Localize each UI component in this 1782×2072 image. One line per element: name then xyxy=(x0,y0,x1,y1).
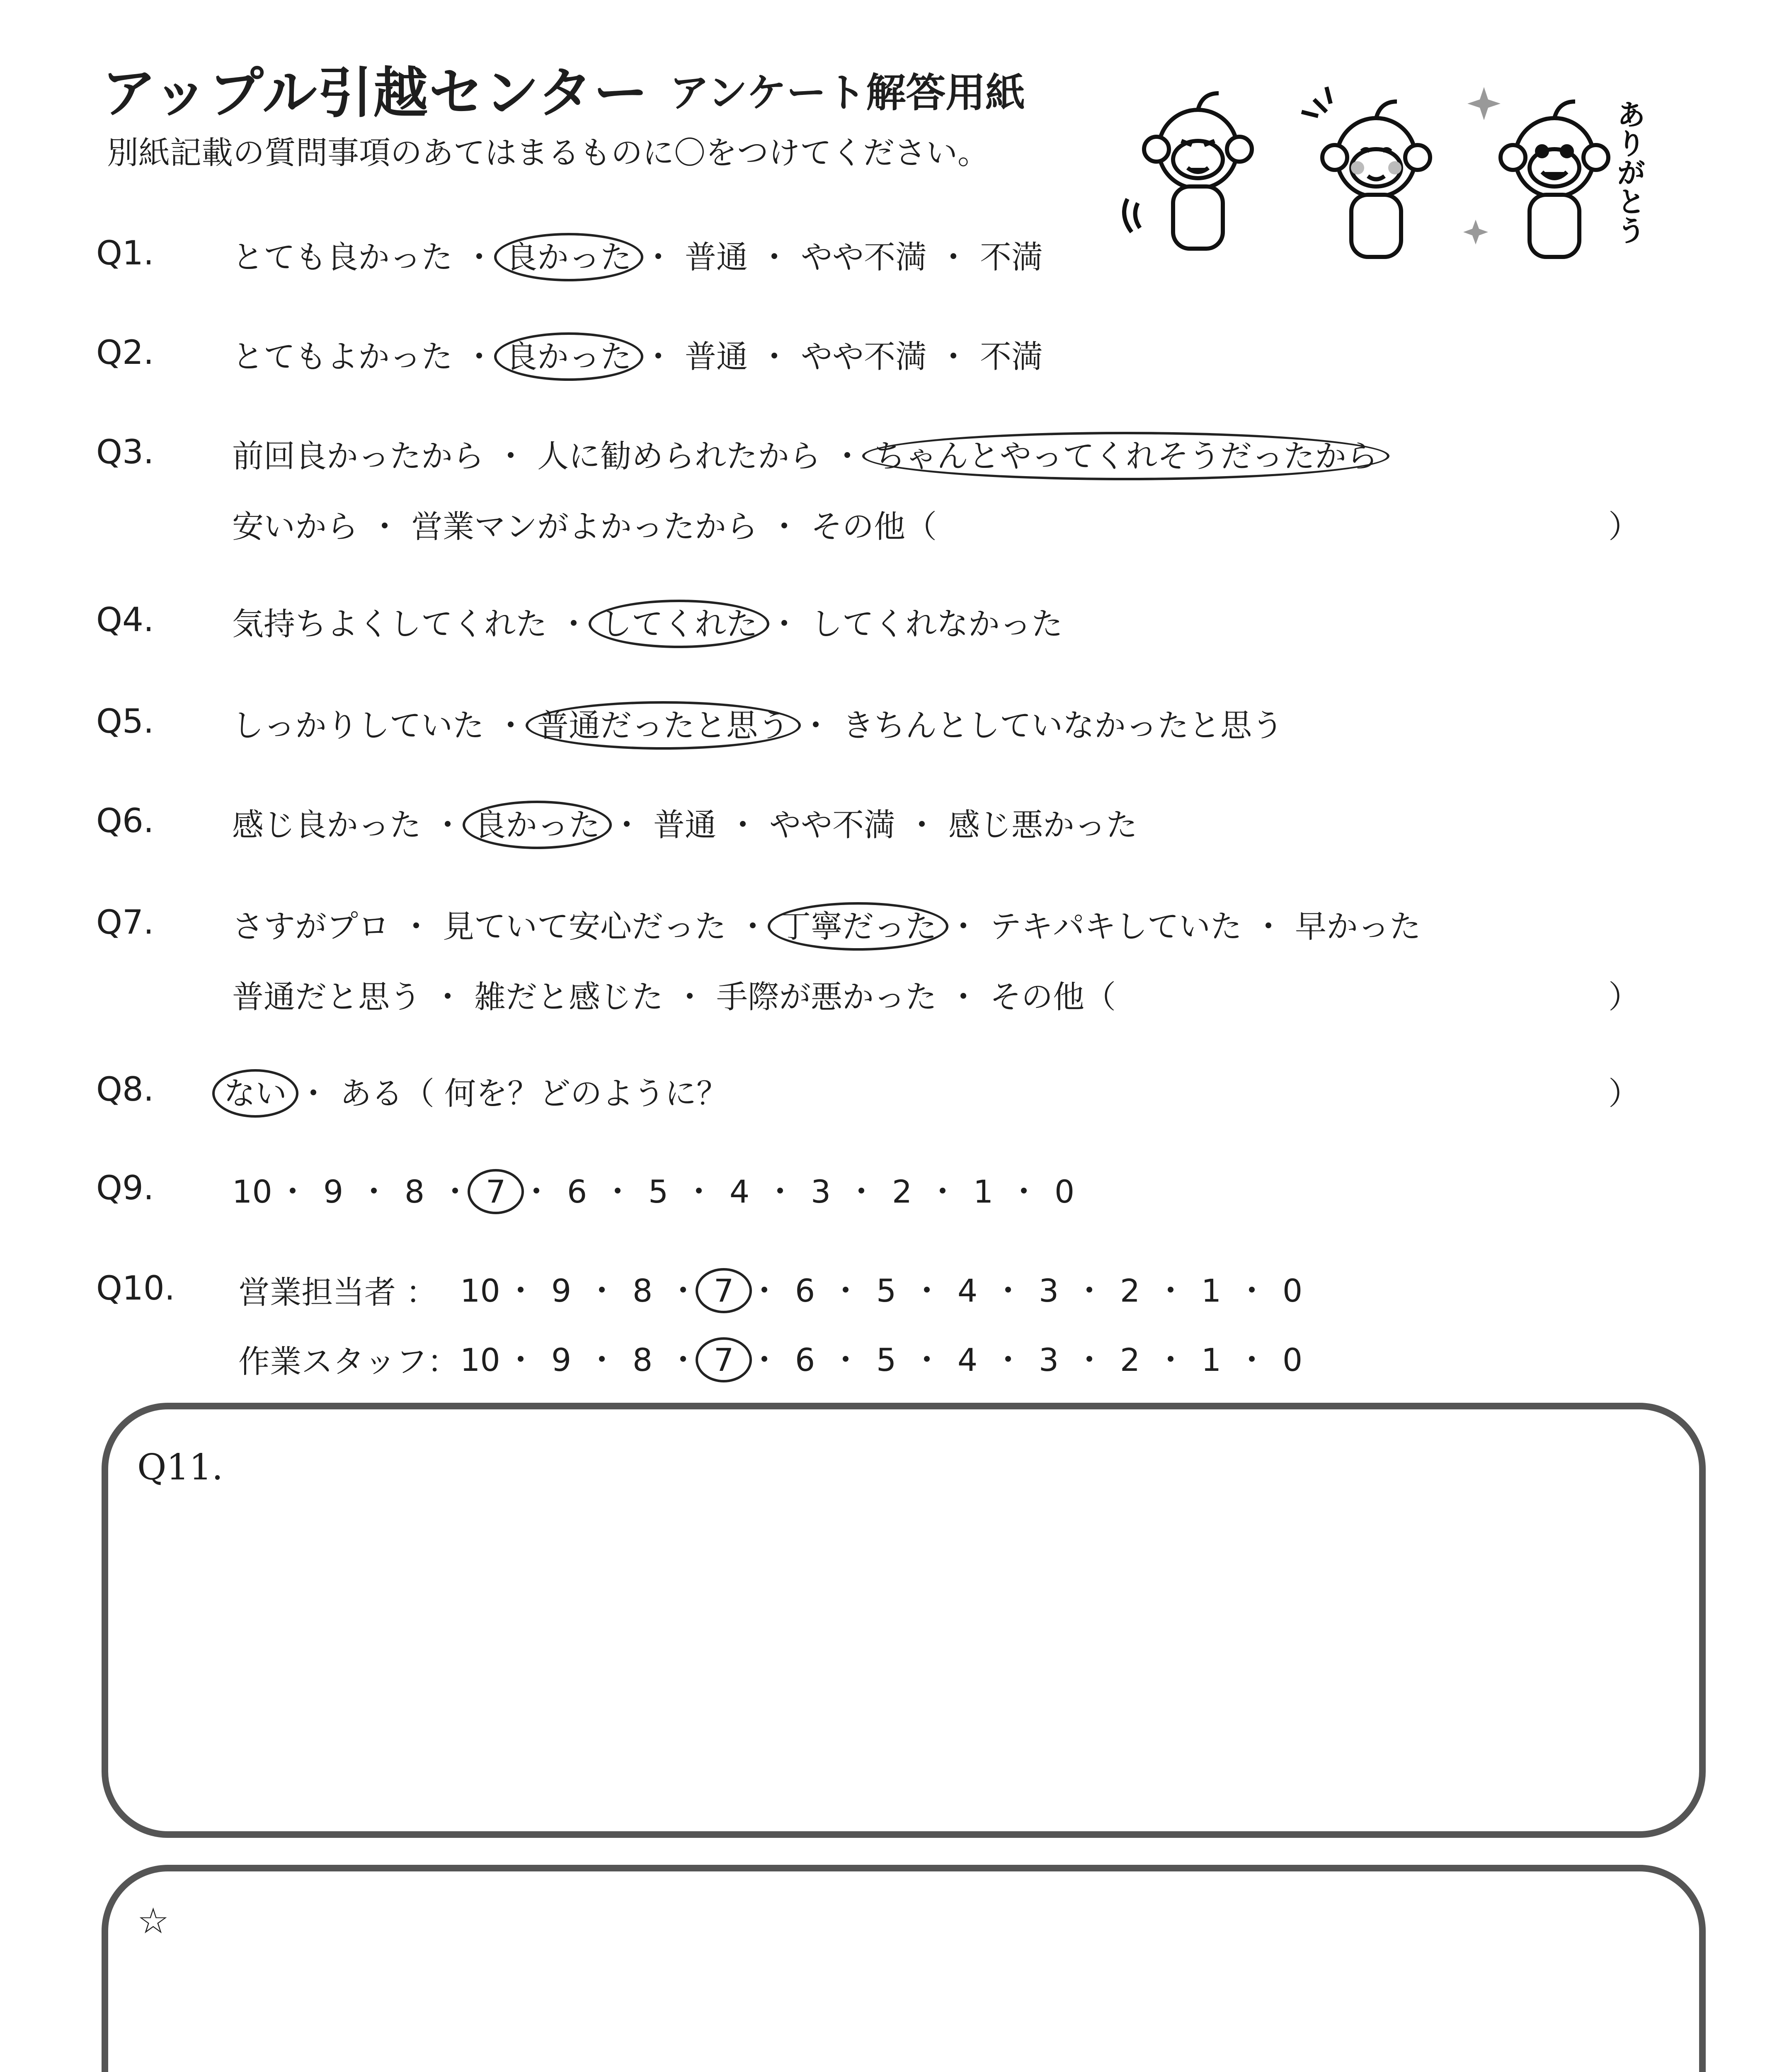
q9-score[interactable]: 10 xyxy=(232,1173,272,1210)
score-separator: ・ xyxy=(830,1341,861,1378)
option-separator: ・ xyxy=(938,239,969,276)
option-separator: ・ xyxy=(948,908,979,945)
q4-option[interactable]: 気持ちよくしてくれた xyxy=(232,605,547,642)
option-separator: ・ xyxy=(558,605,589,642)
work-staff-score[interactable]: 6 xyxy=(795,1341,815,1378)
score-separator: ・ xyxy=(749,1272,780,1309)
q5-options-line-1 xyxy=(232,700,1283,746)
q9-score[interactable]: 6 xyxy=(567,1173,587,1210)
option-separator: ・ xyxy=(674,978,706,1015)
score-separator: ・ xyxy=(586,1341,618,1378)
q3-option[interactable]: 人に勧められたから xyxy=(537,438,821,474)
score-separator: ・ xyxy=(602,1173,633,1210)
score-separator: ・ xyxy=(927,1173,958,1210)
q9-scores xyxy=(232,1167,1084,1212)
q3-options-line-2 xyxy=(232,501,937,547)
star-comment-box[interactable] xyxy=(102,1865,1706,2072)
option-separator: ・ xyxy=(298,1075,329,1112)
option-separator: ・ xyxy=(906,806,938,843)
option-separator: ・ xyxy=(727,806,759,843)
work-staff-score[interactable]: 10 xyxy=(460,1341,500,1378)
option-separator: ・ xyxy=(832,438,863,474)
q7-option[interactable]: その他（ xyxy=(990,978,1116,1015)
q9-score[interactable]: 0 xyxy=(1054,1173,1075,1210)
q9-score[interactable]: 1 xyxy=(973,1173,994,1210)
q7-option[interactable]: 普通だと思う xyxy=(232,978,421,1015)
work-staff-score[interactable]: 7 xyxy=(696,1337,752,1382)
sales-rep-score[interactable]: 2 xyxy=(1120,1272,1140,1309)
option-separator: ・ xyxy=(611,806,642,843)
q8-option[interactable]: ない xyxy=(212,1069,298,1118)
q7-close-paren: ） xyxy=(1608,978,1640,1015)
sparkle-icon xyxy=(1463,87,1501,244)
thanks-text: ありがとう xyxy=(1612,99,1646,244)
option-separator: ・ xyxy=(369,508,400,545)
q3-option[interactable]: 前回良かったから xyxy=(232,438,484,474)
score-separator: ・ xyxy=(586,1272,618,1309)
q2-option[interactable]: 普通 xyxy=(685,338,748,375)
score-separator: ・ xyxy=(667,1341,699,1378)
q3-options-line-1 xyxy=(232,431,1378,476)
q5-number: Q5. xyxy=(96,702,154,741)
q7-option[interactable]: テキパキしていた xyxy=(990,908,1242,945)
score-separator: ・ xyxy=(992,1341,1024,1378)
score-separator: ・ xyxy=(830,1272,861,1309)
q1-number: Q1. xyxy=(96,234,154,272)
q1-option[interactable]: 良かった xyxy=(494,233,643,281)
sales-rep-rating-label: 営業担当者 ： xyxy=(238,1274,438,1311)
score-separator: ・ xyxy=(683,1173,715,1210)
q2-options-line-1 xyxy=(232,332,1043,377)
score-separator: ・ xyxy=(846,1173,877,1210)
option-separator: ・ xyxy=(400,908,432,945)
score-separator: ・ xyxy=(764,1173,796,1210)
score-separator: ・ xyxy=(1074,1341,1105,1378)
score-separator: ・ xyxy=(1236,1341,1268,1378)
q6-option[interactable]: 良かった xyxy=(463,801,612,849)
option-separator: ・ xyxy=(642,239,674,276)
q1-option[interactable]: 不満 xyxy=(980,239,1043,276)
sales-rep-score[interactable]: 4 xyxy=(957,1272,978,1309)
q4-option[interactable]: してくれた xyxy=(589,600,769,648)
q4-option[interactable]: してくれなかった xyxy=(811,605,1063,642)
q8-options-line-1 xyxy=(224,1068,728,1113)
q8-close-paren: ） xyxy=(1608,1075,1640,1112)
q9-score[interactable]: 3 xyxy=(810,1173,831,1210)
score-separator: ・ xyxy=(439,1173,471,1210)
q9-score[interactable]: 4 xyxy=(729,1173,750,1210)
q3-option[interactable]: ちゃんとやってくれそうだったから xyxy=(862,432,1389,480)
form-title: アップル引越センター xyxy=(102,61,649,125)
q2-option[interactable]: 不満 xyxy=(980,338,1043,375)
q7-option[interactable]: 見ていて安心だった xyxy=(443,908,726,945)
score-separator: ・ xyxy=(992,1272,1024,1309)
option-separator: ・ xyxy=(759,338,790,375)
option-separator: ・ xyxy=(642,338,674,375)
q2-option[interactable]: とてもよかった xyxy=(232,338,453,375)
sales-rep-score[interactable]: 6 xyxy=(795,1272,815,1309)
q7-options-line-1 xyxy=(232,901,1421,946)
work-staff-score[interactable]: 1 xyxy=(1201,1341,1222,1378)
star-icon: ☆ xyxy=(137,1900,170,1942)
q8-option[interactable]: ある（ 何を？どのように？ xyxy=(340,1075,728,1112)
q2-option[interactable]: やや不満 xyxy=(801,338,927,375)
q2-number: Q2. xyxy=(96,333,154,372)
score-separator: ・ xyxy=(1155,1272,1186,1309)
q1-option[interactable]: やや不満 xyxy=(801,239,927,276)
q9-score[interactable]: 8 xyxy=(404,1173,425,1210)
q1-option[interactable]: とても良かった xyxy=(232,239,453,276)
q5-option[interactable]: しっかりしていた xyxy=(232,707,484,744)
score-separator: ・ xyxy=(521,1173,552,1210)
sales-rep-score[interactable]: 0 xyxy=(1282,1272,1303,1309)
q7-option[interactable]: 早かった xyxy=(1295,908,1421,945)
q9-score[interactable]: 2 xyxy=(892,1173,912,1210)
q6-number: Q6. xyxy=(96,801,154,840)
q9-score[interactable]: 5 xyxy=(648,1173,669,1210)
score-separator: ・ xyxy=(667,1272,699,1309)
option-separator: ・ xyxy=(432,806,463,843)
q7-option[interactable]: 手際が悪かった xyxy=(716,978,937,1015)
q3-option[interactable]: その他（ xyxy=(811,508,937,545)
score-separator: ・ xyxy=(505,1341,536,1378)
mascot-monkey-1 xyxy=(1124,93,1252,249)
q9-score[interactable]: 7 xyxy=(468,1169,524,1214)
q9-number: Q9. xyxy=(96,1169,154,1207)
work-staff-score[interactable]: 5 xyxy=(876,1341,897,1378)
work-staff-score[interactable]: 3 xyxy=(1038,1341,1059,1378)
q7-number: Q7. xyxy=(96,903,154,942)
q5-option[interactable]: 普通だったと思う xyxy=(526,701,801,750)
option-separator: ・ xyxy=(800,707,832,744)
option-separator: ・ xyxy=(938,338,969,375)
q8-number: Q8. xyxy=(96,1070,154,1109)
score-separator: ・ xyxy=(1236,1272,1268,1309)
q5-option[interactable]: きちんとしていなかったと思う xyxy=(842,707,1283,744)
q10-number: Q10. xyxy=(96,1269,175,1307)
work-staff-score[interactable]: 8 xyxy=(632,1341,653,1378)
option-separator: ・ xyxy=(463,338,495,375)
score-separator: ・ xyxy=(911,1272,943,1309)
work-staff-rating-scores xyxy=(460,1335,1312,1380)
mascot-illustration xyxy=(1119,62,1666,278)
option-separator: ・ xyxy=(495,438,526,474)
score-separator: ・ xyxy=(749,1341,780,1378)
option-separator: ・ xyxy=(1253,908,1284,945)
sales-rep-score[interactable]: 3 xyxy=(1038,1272,1059,1309)
option-separator: ・ xyxy=(769,508,800,545)
q4-number: Q4. xyxy=(96,600,154,639)
work-staff-rating-label: 作業スタッフ： xyxy=(238,1343,459,1380)
q6-option[interactable]: 普通 xyxy=(653,806,716,843)
option-separator: ・ xyxy=(432,978,463,1015)
work-staff-score[interactable]: 2 xyxy=(1120,1341,1140,1378)
score-separator: ・ xyxy=(1008,1173,1040,1210)
sales-rep-score[interactable]: 1 xyxy=(1201,1272,1222,1309)
q3-option[interactable]: 安いから xyxy=(232,508,358,545)
option-separator: ・ xyxy=(948,978,979,1015)
option-separator: ・ xyxy=(463,239,495,276)
q6-option[interactable]: やや不満 xyxy=(769,806,895,843)
form-subtitle: アンケート解答用紙 xyxy=(669,70,1026,116)
score-separator: ・ xyxy=(1155,1341,1186,1378)
q11-label: Q11. xyxy=(137,1447,223,1488)
score-separator: ・ xyxy=(358,1173,390,1210)
q9-score[interactable]: 9 xyxy=(323,1173,344,1210)
instruction-text: 別紙記載の質問事項のあてはまるものに〇をつけてください。 xyxy=(107,134,989,171)
work-staff-score[interactable]: 9 xyxy=(551,1341,572,1378)
sales-rep-rating-scores xyxy=(460,1266,1312,1311)
score-separator: ・ xyxy=(505,1272,536,1309)
option-separator: ・ xyxy=(769,605,800,642)
mascot-monkey-2 xyxy=(1302,87,1430,257)
q6-options-line-1 xyxy=(232,800,1137,845)
score-separator: ・ xyxy=(277,1173,308,1210)
sales-rep-score[interactable]: 5 xyxy=(876,1272,897,1309)
q11-comment-box[interactable] xyxy=(102,1403,1706,1838)
q2-option[interactable]: 良かった xyxy=(494,332,643,381)
q3-close-paren: ） xyxy=(1608,508,1640,545)
q7-option[interactable]: 丁寧だった xyxy=(768,902,948,951)
sales-rep-score[interactable]: 9 xyxy=(551,1272,572,1309)
q7-option[interactable]: 雑だと感じた xyxy=(474,978,663,1015)
q7-option[interactable]: さすがプロ xyxy=(232,908,390,945)
sales-rep-score[interactable]: 7 xyxy=(696,1268,752,1313)
q3-number: Q3. xyxy=(96,433,154,471)
option-separator: ・ xyxy=(759,239,790,276)
score-separator: ・ xyxy=(1074,1272,1105,1309)
q4-options-line-1 xyxy=(232,599,1063,644)
option-separator: ・ xyxy=(737,908,769,945)
sales-rep-score[interactable]: 10 xyxy=(460,1272,500,1309)
sales-rep-score[interactable]: 8 xyxy=(632,1272,653,1309)
work-staff-score[interactable]: 4 xyxy=(957,1341,978,1378)
option-separator: ・ xyxy=(495,707,526,744)
q6-option[interactable]: 感じ悪かった xyxy=(948,806,1137,843)
mascot-monkey-3 xyxy=(1501,102,1608,257)
q3-option[interactable]: 営業マンがよかったから xyxy=(411,508,758,545)
q7-options-line-2 xyxy=(232,972,1116,1017)
q1-options-line-1 xyxy=(232,232,1043,277)
score-separator: ・ xyxy=(911,1341,943,1378)
q1-option[interactable]: 普通 xyxy=(685,239,748,276)
q6-option[interactable]: 感じ良かった xyxy=(232,806,421,843)
work-staff-score[interactable]: 0 xyxy=(1282,1341,1303,1378)
